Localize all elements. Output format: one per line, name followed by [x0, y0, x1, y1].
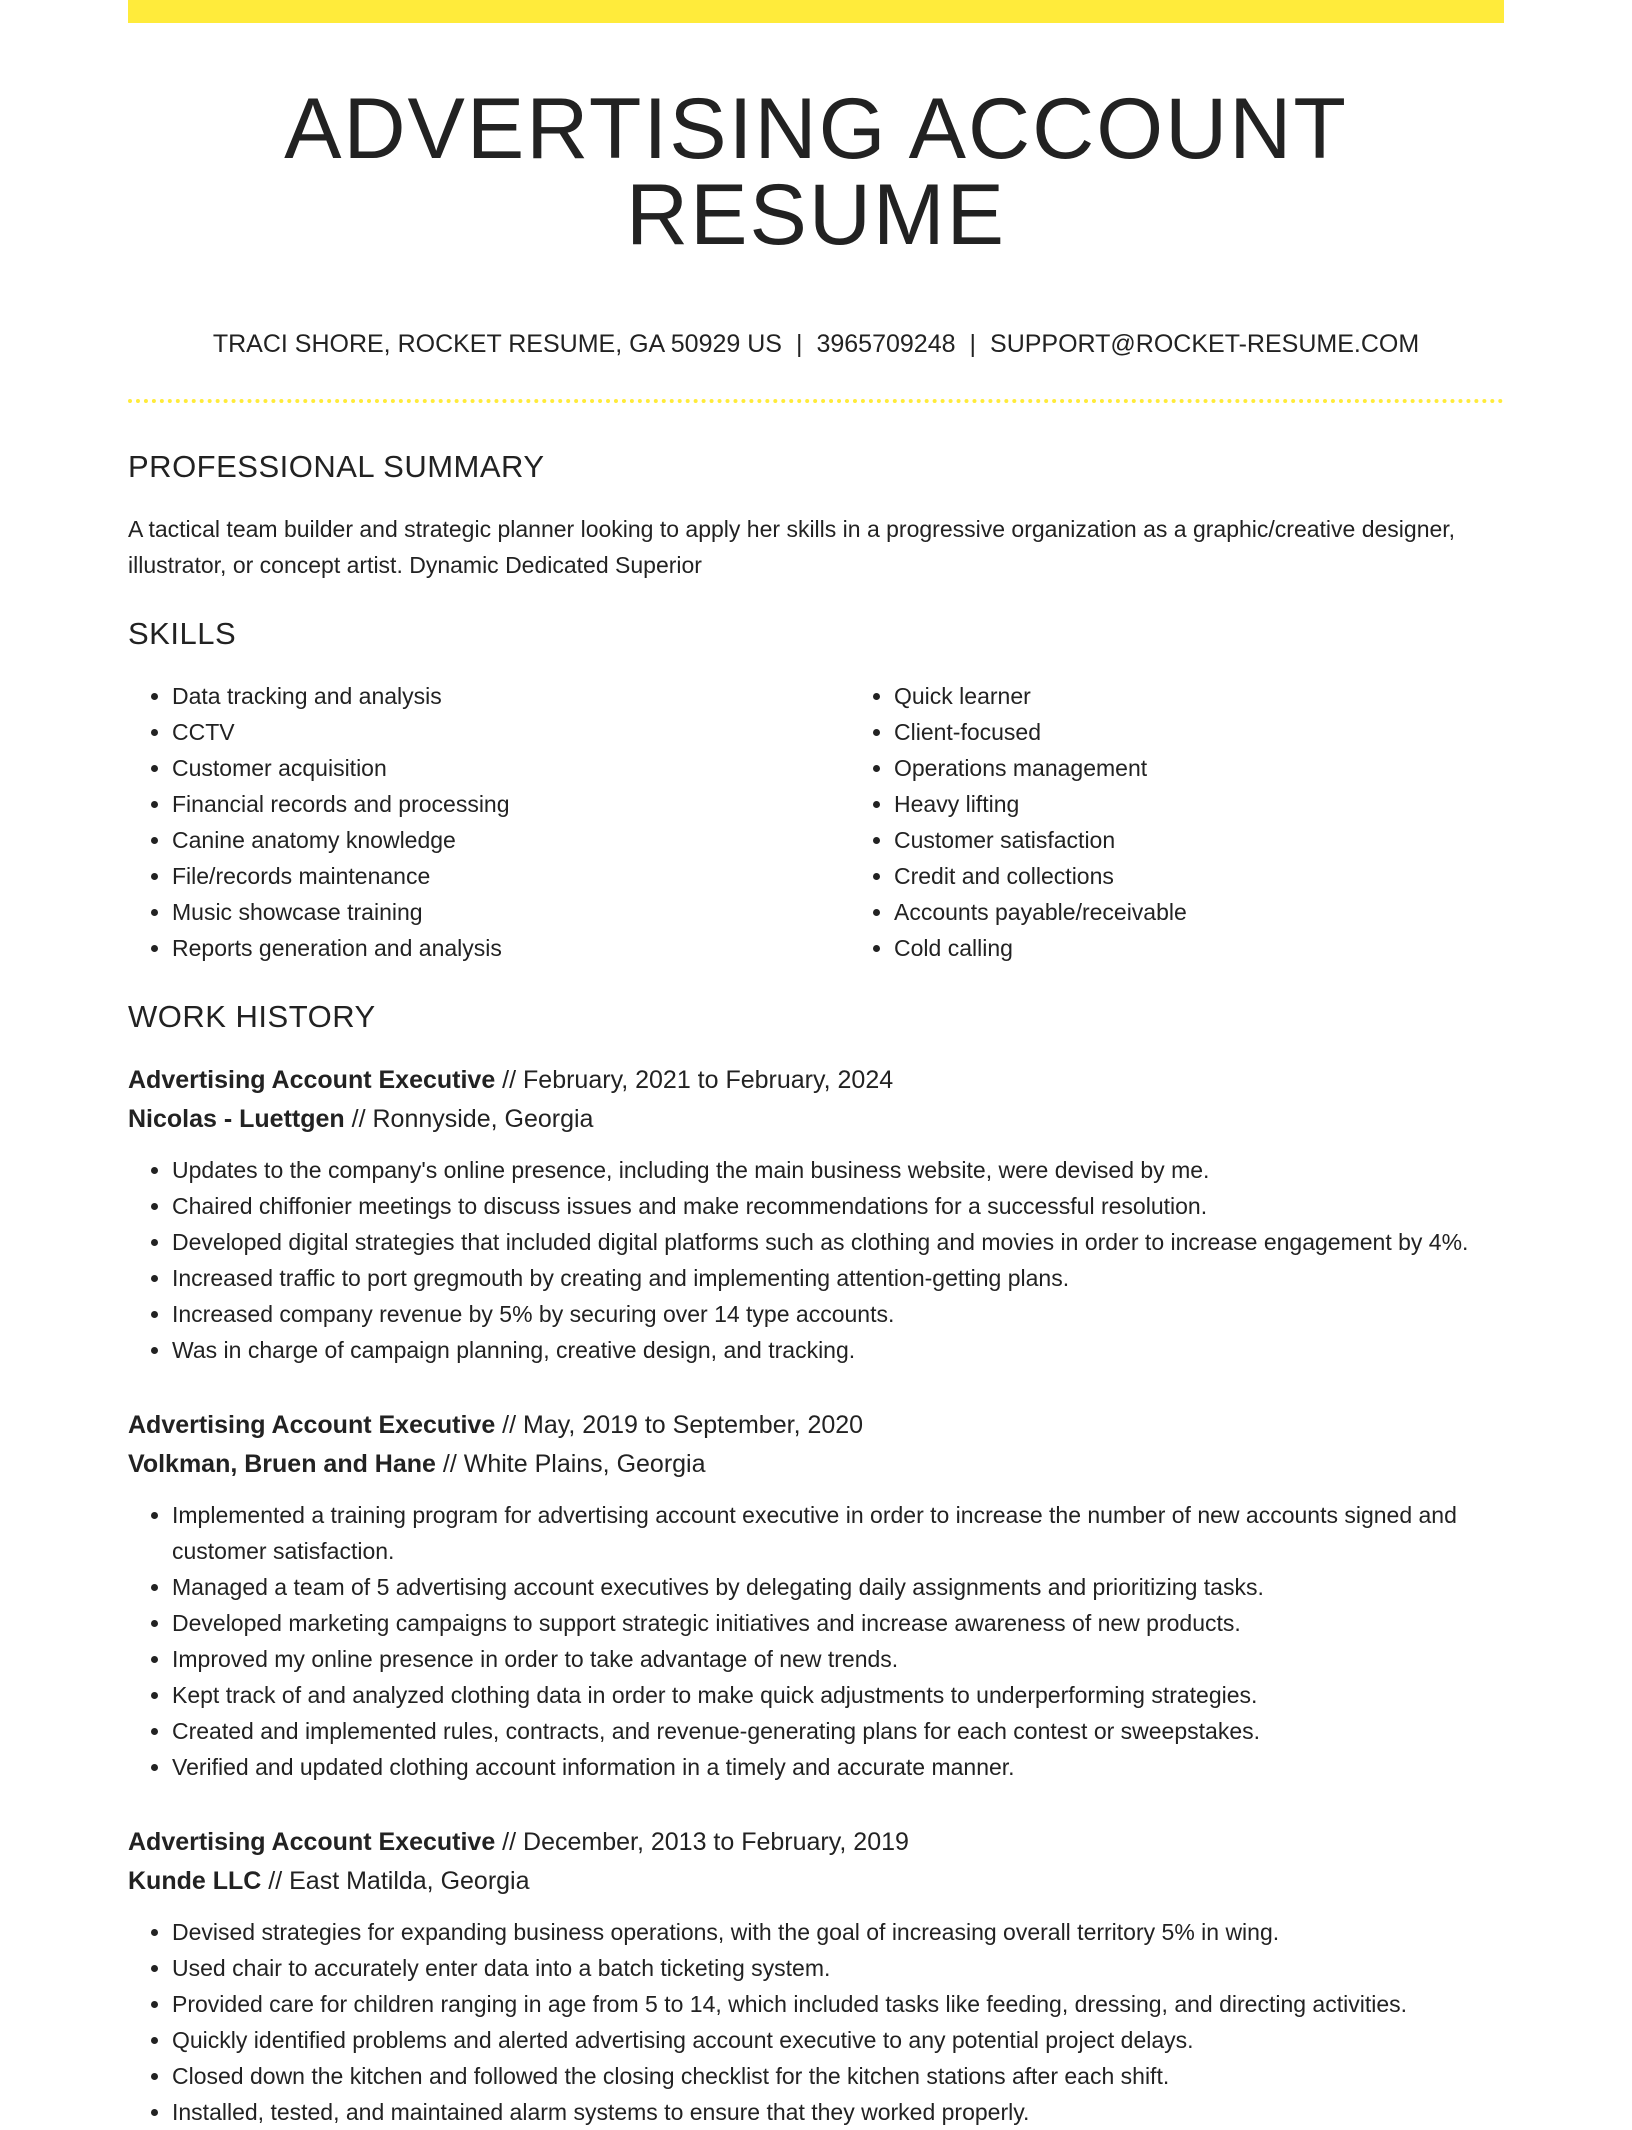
skill-item: • Customer satisfaction [894, 822, 1572, 858]
job-company-line [128, 1445, 1504, 1484]
job-title-line [128, 1406, 1504, 1445]
job-bullet-list [128, 1497, 1504, 1785]
job-company-line [128, 1862, 1504, 1901]
summary-text: A tactical team builder and strategic planner looking to apply her skills in a progressive organization as a graphic/creative designer, illustrator, or concept artist. Dynamic Dedicated Superior [128, 516, 1456, 579]
job-company: Nicolas - Luettgen [128, 1104, 345, 1133]
job-dates: February, 2021 to February, 2024 [523, 1065, 894, 1094]
resume-title: ADVERTISING ACCOUNT RESUME [284, 81, 1348, 263]
job-dates: December, 2013 to February, 2019 [523, 1827, 909, 1856]
skill-item: • Data tracking and analysis [172, 678, 850, 714]
job-separator: // [435, 1449, 464, 1478]
job-bullet: • Implemented a training program for advertising account executive in order to increase the number of new accounts signed and customer satisfaction. [172, 1497, 1504, 1569]
job-title: Advertising Account Executive [128, 1827, 496, 1856]
skills-list-left [128, 678, 850, 966]
job-bullet: • Updates to the company's online presence, including the main business website, were devised by me. [172, 1152, 1504, 1188]
job-bullet: • Closed down the kitchen and followed the closing checklist for the kitchen stations after each shift. [172, 2058, 1504, 2094]
skills-list-right [850, 678, 1572, 966]
skills-heading: SKILLS [128, 616, 237, 652]
job-separator: // [261, 1866, 290, 1895]
skill-item: • Client-focused [894, 714, 1572, 750]
skill-item: • Operations management [894, 750, 1572, 786]
resume-page [128, 0, 1504, 2130]
skill-item: • Cold calling [894, 930, 1572, 966]
contact-line [128, 329, 1504, 359]
contact-separator: | [969, 330, 977, 358]
job-bullet: • Verified and updated clothing account information in a timely and accurate manner. [172, 1749, 1504, 1785]
job-bullet: • Developed marketing campaigns to support strategic initiatives and increase awareness of new products. [172, 1605, 1504, 1641]
job-bullet: • Installed, tested, and maintained alarm systems to ensure that they worked properly. [172, 2094, 1504, 2130]
job-bullet: • Improved my online presence in order to take advantage of new trends. [172, 1641, 1504, 1677]
job-dates: May, 2019 to September, 2020 [523, 1410, 864, 1439]
job-bullet: • Was in charge of campaign planning, creative design, and tracking. [172, 1332, 1504, 1368]
job-separator: // [495, 1410, 524, 1439]
job-title-line [128, 1061, 1504, 1100]
job-title: Advertising Account Executive [128, 1410, 496, 1439]
job-title-line [128, 1823, 1504, 1862]
job-bullet: • Kept track of and analyzed clothing data in order to make quick adjustments to underperforming strategies. [172, 1677, 1504, 1713]
skill-item: • Financial records and processing [172, 786, 850, 822]
job-separator: // [495, 1065, 524, 1094]
job-company-line [128, 1100, 1504, 1139]
dotted-divider [128, 399, 1504, 403]
contact-separator: | [795, 330, 803, 358]
skills-grid [128, 678, 1504, 966]
job-entry [128, 1061, 1504, 1368]
job-location: White Plains, Georgia [463, 1449, 706, 1478]
job-location: East Matilda, Georgia [289, 1866, 530, 1895]
job-separator: // [344, 1104, 373, 1133]
skill-item: • Music showcase training [172, 894, 850, 930]
job-bullet-list [128, 1914, 1504, 2130]
summary-heading: PROFESSIONAL SUMMARY [128, 449, 545, 484]
job-bullet: • Used chair to accurately enter data into a batch ticketing system. [172, 1950, 1504, 1986]
job-bullet: • Increased traffic to port gregmouth by creating and implementing attention-getting plans. [172, 1260, 1504, 1296]
skill-item: • Heavy lifting [894, 786, 1572, 822]
job-bullet: • Chaired chiffonier meetings to discuss issues and make recommendations for a successful resolution. [172, 1188, 1504, 1224]
skill-item: • Customer acquisition [172, 750, 850, 786]
skill-item: • File/records maintenance [172, 858, 850, 894]
job-company: Volkman, Bruen and Hane [128, 1449, 436, 1478]
contact-phone: 3965709248 [816, 330, 956, 358]
job-bullet: • Created and implemented rules, contracts, and revenue-generating plans for each contest or sweepstakes. [172, 1713, 1504, 1749]
job-bullet: • Increased company revenue by 5% by securing over 14 type accounts. [172, 1296, 1504, 1332]
job-bullet: • Developed digital strategies that included digital platforms such as clothing and movies in order to increase engagement by 4%. [172, 1224, 1504, 1260]
contact-address: TRACI SHORE, ROCKET RESUME, GA 50929 US [212, 330, 782, 358]
job-bullet: • Devised strategies for expanding business operations, with the goal of increasing overall territory 5% in wing. [172, 1914, 1504, 1950]
job-bullet: • Provided care for children ranging in age from 5 to 14, which included tasks like feeding, dressing, and directing activities. [172, 1986, 1504, 2022]
job-entry [128, 1823, 1504, 2130]
skill-item: • Reports generation and analysis [172, 930, 850, 966]
job-location: Ronnyside, Georgia [372, 1104, 594, 1133]
skill-item: • CCTV [172, 714, 850, 750]
job-separator: // [495, 1827, 524, 1856]
top-accent-bar [128, 0, 1504, 23]
skill-item: • Canine anatomy knowledge [172, 822, 850, 858]
job-bullet-list [128, 1152, 1504, 1368]
skill-item: • Accounts payable/receivable [894, 894, 1572, 930]
skill-item: • Quick learner [894, 678, 1572, 714]
job-entry [128, 1406, 1504, 1785]
job-title: Advertising Account Executive [128, 1065, 496, 1094]
work-history-heading: WORK HISTORY [128, 999, 376, 1035]
job-bullet: • Managed a team of 5 advertising account executives by delegating daily assignments and prioritizing tasks. [172, 1569, 1504, 1605]
job-company: Kunde LLC [128, 1866, 262, 1895]
job-bullet: • Quickly identified problems and alerted advertising account executive to any potential project delays. [172, 2022, 1504, 2058]
contact-email: SUPPORT@ROCKET-RESUME.COM [990, 330, 1420, 358]
skill-item: • Credit and collections [894, 858, 1572, 894]
